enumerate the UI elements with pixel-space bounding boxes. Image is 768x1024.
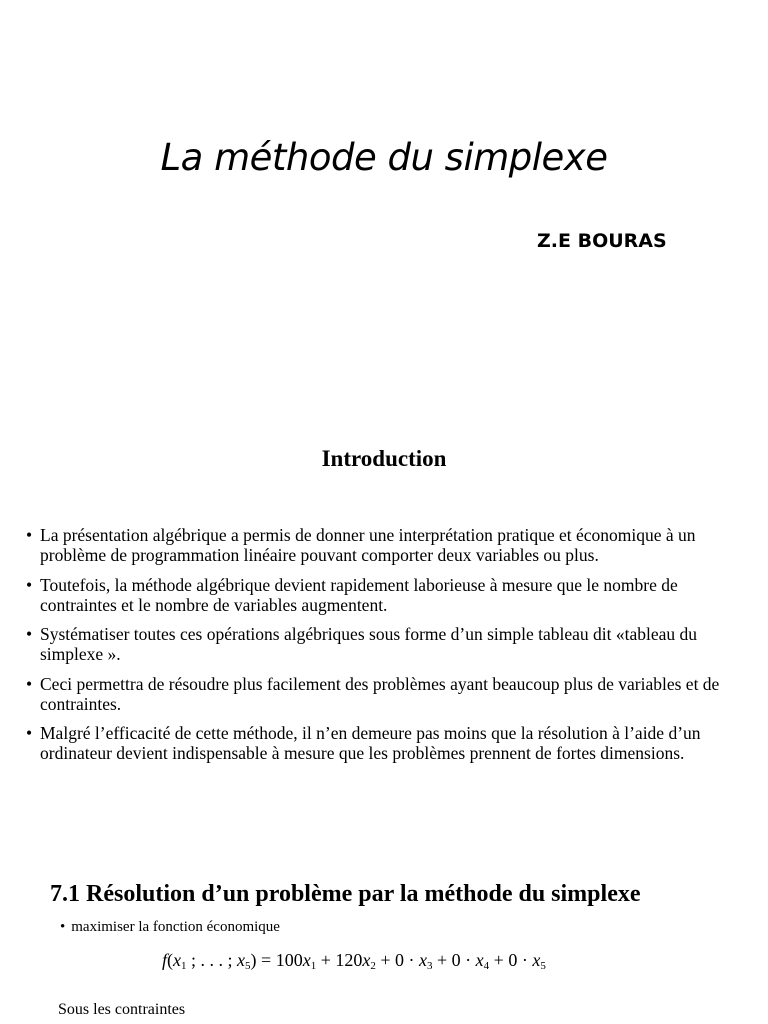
constraints-label: Sous les contraintes [58, 1001, 186, 1018]
list-item [26, 525, 738, 565]
bullet-text: Systématiser toutes ces opérations algébriques sous forme d’un simple tableau dit «tableau du simplexe ». [40, 624, 698, 664]
coef-1: 100 [275, 950, 303, 970]
intro-heading: Introduction [321, 446, 447, 471]
coef-3: 0 [395, 950, 404, 970]
author-name: Z.E BOURAS [537, 230, 667, 252]
coef-4: 0 [451, 950, 461, 970]
list-item [26, 575, 738, 615]
formula-lhs: $f(x_1$ ; . . . ; $x_5$) [162, 950, 257, 972]
intro-bullet-list [26, 525, 738, 773]
list-item [26, 674, 738, 714]
bullet-text: Ceci permettra de résoudre plus facilement des problèmes ayant beaucoup plus de variables et de contraintes. [40, 673, 720, 714]
bullet-icon: • [26, 723, 33, 743]
objective-text: maximiser la fonction économique [71, 919, 280, 935]
formula-rhs: $100x_1 + 120x_2 + 0 \cdot x_3 + 0 \cdot x_4 + 0 \cdot x_5$ [275, 950, 546, 972]
section-heading: 7.1 Résolution d’un problème par la méthode du simplexe [50, 881, 641, 907]
bullet-icon: • [26, 525, 33, 545]
bullet-text: La présentation algébrique a permis de donner une interprétation pratique et économique à un problème de programmation linéaire pouvant comporter deux variables ou plus. [40, 525, 696, 565]
objective-bullet [60, 919, 280, 936]
objective-formula: $f(x_1$ ; . . . ; $x_5) = 100x_1 + 120x_2 + 0 \cdot x_3 + 0 \cdot x_4 + 0 \cdot x_5$ [162, 950, 546, 972]
document-title: La méthode du simplexe [160, 136, 608, 179]
bullet-icon: • [26, 624, 33, 644]
bullet-text: Malgré l’efficacité de cette méthode, il n’en demeure pas moins que la résolution à l’aide d’un ordinateur devient indispensable à mesure que les problèmes prennent de fortes dimensions. [40, 723, 701, 763]
bullet-text: Toutefois, la méthode algébrique devient rapidement laborieuse à mesure que le nombre de contraintes et le nombre de variables augmentent. [40, 574, 678, 615]
coef-2: 120 [335, 950, 363, 970]
bullet-icon: • [26, 673, 33, 694]
coef-5: 0 [508, 950, 518, 970]
list-item [26, 624, 738, 664]
list-item [26, 723, 738, 763]
bullet-icon: • [26, 574, 33, 595]
bullet-icon: • [60, 919, 66, 935]
